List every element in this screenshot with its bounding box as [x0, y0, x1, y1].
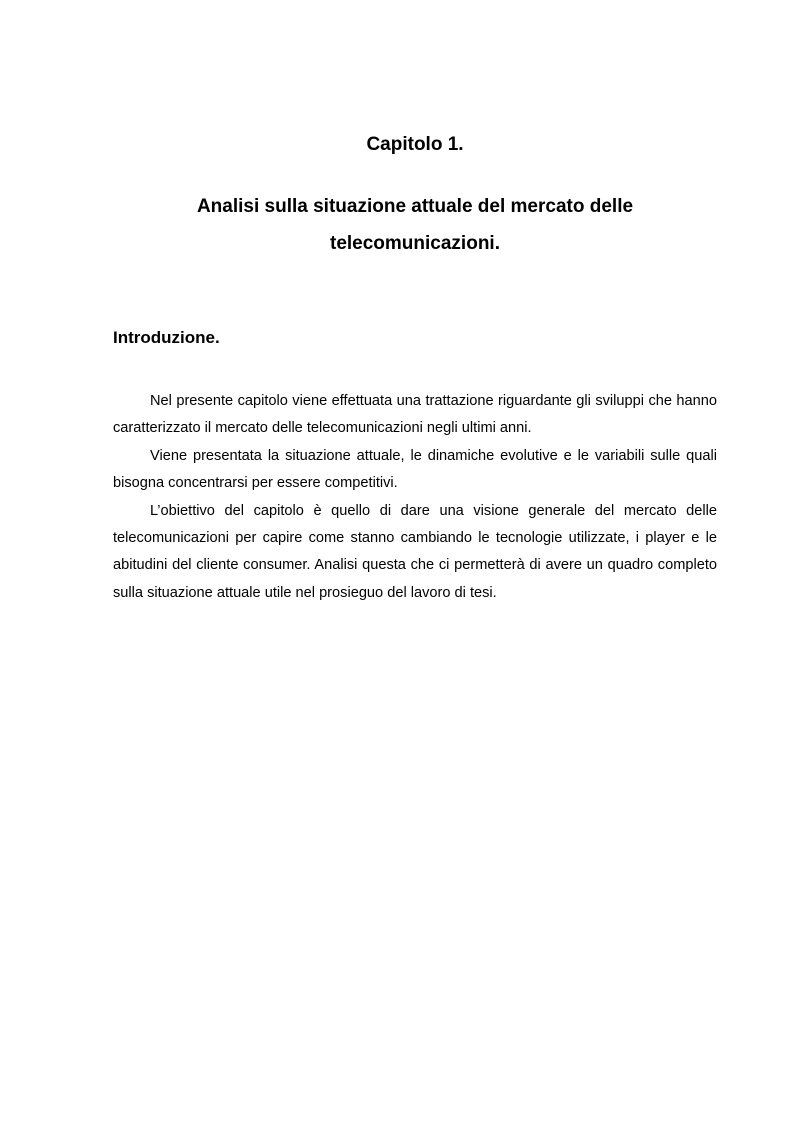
paragraph-1: Nel presente capitolo viene effettuata una trattazione riguardante gli sviluppi che hanno caratterizzato il mercato delle telecomunicazioni negli ultimi anni. [113, 393, 717, 437]
chapter-title [0, 188, 793, 262]
section-heading: Introduzione. [113, 328, 220, 347]
paragraph-3: L’obiettivo del capitolo è quello di dare una visione generale del mercato delle telecomunicazioni per capire come stanno cambiando le tecnologie utilizzate, i player e le abitudini del cliente consumer. Analisi questa che ci permetterà di avere un quadro completo sulla situazione attuale utile nel prosieguo del lavoro di tesi. [113, 502, 717, 601]
chapter-title-line-2: telecomunicazioni. [330, 233, 500, 254]
chapter-number: Capitolo 1. [366, 134, 464, 155]
section-body [113, 388, 717, 607]
chapter-title-line-1: Analisi sulla situazione attuale del mercato delle [196, 196, 634, 217]
paragraph-2: Viene presentata la situazione attuale, le dinamiche evolutive e le variabili sulle quali bisogna concentrarsi per essere competitivi. [113, 447, 717, 492]
